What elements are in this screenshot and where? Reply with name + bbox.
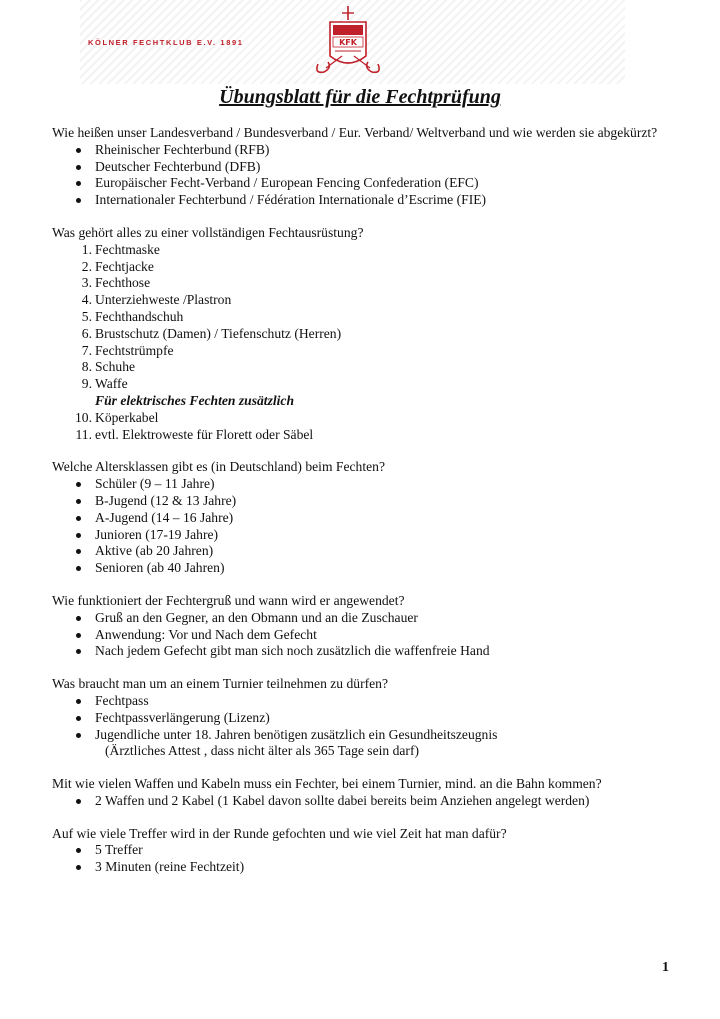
list-item xyxy=(52,242,672,259)
section-altersklassen xyxy=(52,459,672,577)
list-item: Fechtpassverlängerung (Lizenz) xyxy=(52,710,672,727)
list-item xyxy=(52,259,672,276)
list-item xyxy=(52,427,672,444)
answer-list xyxy=(52,610,672,660)
item-text: Unterziehweste /Plastron xyxy=(95,292,232,308)
list-item: 2 Waffen und 2 Kabel (1 Kabel davon sollte dabei bereits beim Anziehen angelegt werden) xyxy=(52,793,672,810)
list-item: Gruß an den Gegner, an den Obmann und an die Zuschauer xyxy=(52,610,672,627)
item-number: 3. xyxy=(81,275,92,291)
item-number: 6. xyxy=(81,325,92,341)
list-item: 3 Minuten (reine Fechtzeit) xyxy=(52,859,672,876)
subheading: Für elektrisches Fechten zusätzlich xyxy=(95,392,295,408)
item-number: 5. xyxy=(81,308,92,324)
club-name: KÖLNER FECHTKLUB E.V. 1891 xyxy=(88,38,244,47)
list-item: Fechtpass xyxy=(52,693,672,710)
list-item xyxy=(52,410,672,427)
item-text: Fechtjacke xyxy=(95,258,154,274)
item-text: Fechtstrümpfe xyxy=(95,342,174,358)
question: Was braucht man um an einem Turnier teilnehmen zu dürfen? xyxy=(52,676,389,692)
logo-text: KFK xyxy=(339,38,357,47)
answer-list xyxy=(52,693,672,743)
section-treffer xyxy=(52,826,672,876)
page-number: 1 xyxy=(662,960,669,975)
item-text: evtl. Elektroweste für Florett oder Säbel xyxy=(95,426,314,442)
numbered-answer-list xyxy=(52,242,672,444)
list-item-continuation: (Ärztliches Attest , dass nicht älter als 365 Tage sein darf) xyxy=(105,743,420,759)
list-item: Junioren (17-19 Jahre) xyxy=(52,527,672,544)
page-title: Übungsblatt für die Fechtprüfung xyxy=(219,86,501,108)
list-item: Rheinischer Fechterbund (RFB) xyxy=(52,142,672,159)
question: Welche Altersklassen gibt es (in Deutschland) beim Fechten? xyxy=(52,459,385,475)
list-item xyxy=(52,309,672,326)
list-item: Jugendliche unter 18. Jahren benötigen zusätzlich ein Gesundheitszeugnis xyxy=(52,727,672,744)
list-item: Aktive (ab 20 Jahren) xyxy=(52,543,672,560)
item-number: 1. xyxy=(81,241,92,257)
item-text: Köperkabel xyxy=(95,409,159,425)
item-text: Fechthandschuh xyxy=(95,308,184,324)
item-text: Schuhe xyxy=(95,359,136,375)
list-item xyxy=(52,376,672,393)
list-item xyxy=(52,292,672,309)
item-number: 4. xyxy=(81,292,92,308)
section-turnier xyxy=(52,676,672,760)
question: Wie heißen unser Landesverband / Bundesverband / Eur. Verband/ Weltverband und wie werden sie abgekürzt? xyxy=(52,125,658,140)
list-item xyxy=(52,343,672,360)
question: Wie funktioniert der Fechtergruß und wann wird er angewendet? xyxy=(52,592,405,608)
item-number: 2. xyxy=(81,258,92,274)
answer-list xyxy=(52,476,672,577)
section-waffen xyxy=(52,776,672,810)
section-ausruestung xyxy=(52,225,672,443)
list-item: A-Jugend (14 – 16 Jahre) xyxy=(52,510,672,527)
answer-list xyxy=(52,793,672,810)
list-item: Nach jedem Gefecht gibt man sich noch zusätzlich die waffenfreie Hand xyxy=(52,643,672,660)
item-text: Waffe xyxy=(95,376,128,392)
list-item: Internationaler Fechterbund / Fédération Internationale d’Escrime (FIE) xyxy=(52,192,672,209)
question: Auf wie viele Treffer wird in der Runde gefochten und wie viel Zeit hat man dafür? xyxy=(52,825,507,841)
list-item: Schüler (9 – 11 Jahre) xyxy=(52,476,672,493)
item-text: Fechthose xyxy=(95,275,151,291)
item-text: Brustschutz (Damen) / Tiefenschutz (Herren) xyxy=(95,325,342,341)
list-item: B-Jugend (12 & 13 Jahre) xyxy=(52,493,672,510)
section-verbaende xyxy=(52,125,672,209)
item-number: 7. xyxy=(81,342,92,358)
list-item xyxy=(52,275,672,292)
item-number: 8. xyxy=(81,359,92,375)
list-item xyxy=(52,326,672,343)
list-item xyxy=(52,359,672,376)
list-item: 5 Treffer xyxy=(52,842,672,859)
list-item: Senioren (ab 40 Jahren) xyxy=(52,560,672,577)
document-body xyxy=(52,125,672,892)
item-number: 10. xyxy=(75,409,92,425)
question: Was gehört alles zu einer vollständigen Fechtausrüstung? xyxy=(52,224,364,240)
answer-list xyxy=(52,142,672,209)
item-number: 9. xyxy=(81,376,92,392)
club-logo xyxy=(312,4,384,78)
section-fechtergruss xyxy=(52,593,672,660)
answer-list xyxy=(52,842,672,876)
list-item: Europäischer Fecht-Verband / European Fencing Confederation (EFC) xyxy=(52,175,672,192)
question: Mit wie vielen Waffen und Kabeln muss ein Fechter, bei einem Turnier, mind. an die Bahn kommen? xyxy=(52,776,602,792)
item-number: 11. xyxy=(75,426,92,442)
item-text: Fechtmaske xyxy=(95,241,160,257)
list-item: Anwendung: Vor und Nach dem Gefecht xyxy=(52,627,672,644)
list-item: Deutscher Fechterbund (DFB) xyxy=(52,159,672,176)
